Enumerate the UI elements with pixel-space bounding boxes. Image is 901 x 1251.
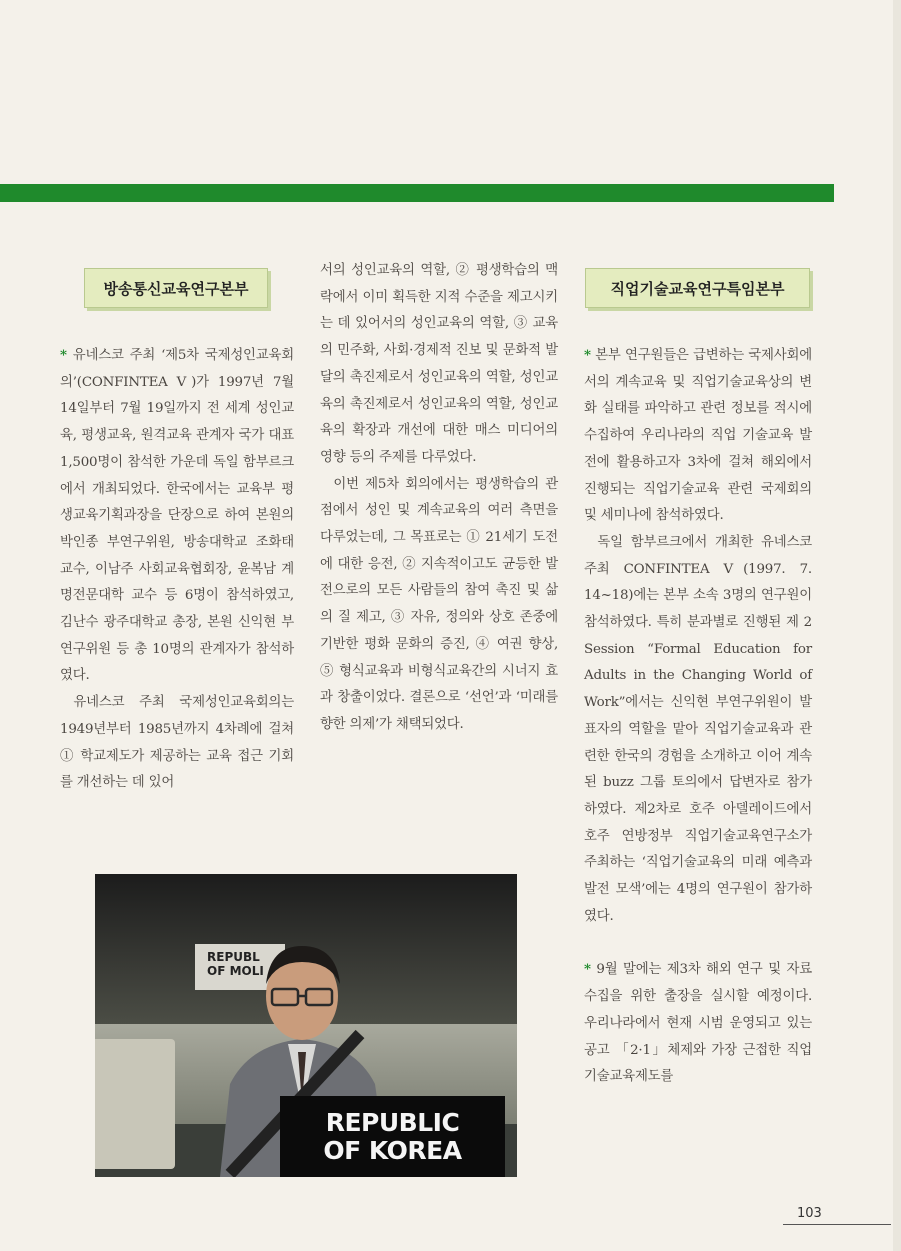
- middle-column: [320, 258, 558, 739]
- paragraph: 이번 제5차 회의에서는 평생학습의 관점에서 성인 및 계속교육의 여러 측면을 다루었는데, 그 목표로는 ① 21세기 도전에 대한 응전, ② 지속적이고도 균등한 발전으로의 모든 사람들의 참여 촉진 및 삶의 질 제고, ③ 자유, 정의와 상호 존중에 기반한 평화 문화의 증진, ④ 여권 향상, ⑤ 형식교육과 비형식교육간의 시너지 효과 창출이었다. 결론으로 ‘선언’과 ‘미래를 향한 의제’가 채택되었다.: [320, 476, 558, 732]
- bullet-star-icon: *: [60, 347, 67, 363]
- page-number: 103: [797, 1206, 822, 1221]
- section-title-vocational: [585, 268, 810, 308]
- paragraph: 서의 성인교육의 역할, ② 평생학습의 맥락에서 이미 획득한 지적 수준을 제고시키는 데 있어서의 성인교육의 역할, ③ 교육의 민주화, 사회·경제적 진보 및 문화적 발달의 촉진제로서 성인교육의 역할, 성인교육의 촉진제로서 성인교육의 역할, 성인교육의 확장과 개선에 대한 매스 미디어의 영향 등의 주제를 다루었다.: [320, 263, 558, 465]
- paragraph: [60, 342, 294, 690]
- section-title-broadcasting: [84, 268, 268, 308]
- page-edge: [893, 0, 901, 1251]
- bullet-star-icon: *: [584, 961, 591, 978]
- section-title-text: 방송통신교육연구본부: [103, 279, 249, 298]
- paragraph-text: 9월 말에는 제3차 해외 연구 및 자료 수집을 위한 출장을 실시할 예정이다. 우리나라에서 현재 시범 운영되고 있는 공고 「2·1」체제와 가장 근접한 직업기술교육제도를: [584, 962, 812, 1085]
- right-column: [584, 342, 812, 1091]
- paragraph: 독일 함부르크에서 개최한 유네스코 주최 CONFINTEA Ⅴ(1997. 7. 14~18)에는 본부 소속 3명의 연구원이 참석하였다. 특히 분과별로 진행된 제 2 Session “Formal Education for Adults in the Changing World of Work”에서는 신익현 부연구위원이 발표자의 역할을 맡아 직업기술교육과 관련한 한국의 경험을 소개하고 이어 계속된 buzz 그룹 토의에서 답변자로 참가하였다. 제2차로 호주 아델레이드에서 호주 연방정부 직업기술교육연구소가 주최하는 ‘직업기술교육의 미래 예측과 발전 모색’에는 4명의 연구원이 참가하였다.: [584, 534, 812, 924]
- nameplate-line: OF MOLI: [207, 964, 264, 978]
- photo-seat: [95, 1039, 175, 1169]
- conference-photo: [95, 874, 517, 1177]
- section-title-text: 직업기술교육연구특임본부: [610, 279, 785, 298]
- paragraph: [584, 956, 812, 1091]
- paragraph: 유네스코 주최 국제성인교육회의는 1949년부터 1985년까지 4차례에 걸쳐 ① 학교제도가 제공하는 교육 접근 기회를 개선하는 데 있어: [60, 695, 294, 791]
- nameplate-line: REPUBL: [207, 950, 260, 964]
- paragraph-text: 본부 연구원들은 급변하는 국제사회에서의 계속교육 및 직업기술교육상의 변화 실태를 파악하고 관련 정보를 적시에 수집하여 우리나라의 직업 기술교육 발전에 활용하고자 3차에 걸쳐 해외에서 진행되는 직업기술교육 관련 국제회의 및 세미나에 참석하였다.: [584, 348, 812, 524]
- left-column: [60, 342, 294, 797]
- header-accent-bar: [0, 184, 834, 202]
- paragraph: [584, 342, 812, 530]
- nameplate-line: REPUBLIC: [325, 1107, 460, 1137]
- paragraph-text: 유네스코 주최 ‘제5차 국제성인교육회의’(CONFINTEA Ⅴ)가 1997년 7월 14일부터 7월 19일까지 전 세계 성인교육, 평생교육, 원격교육 관계자 국가 대표 1,500명이 참석한 가운데 독일 함부르크에서 개최되었다. 한국에서는 교육부 평생교육기획과장을 단장으로 하여 본원의 박인종 부연구위원, 방송대학교 조화태 교수, 이남주 사회교육협회장, 윤복남 계명전문대학 교수 등 6명이 참석하였고, 김난수 광주대학교 총장, 본원 신익현 부연구위원 등 총 10명의 관계자가 참석하였다.: [60, 348, 295, 684]
- bullet-star-icon: *: [584, 347, 591, 363]
- page-number-rule: [783, 1224, 891, 1225]
- country-nameplate: [280, 1096, 505, 1177]
- nameplate-line: OF KOREA: [323, 1135, 462, 1165]
